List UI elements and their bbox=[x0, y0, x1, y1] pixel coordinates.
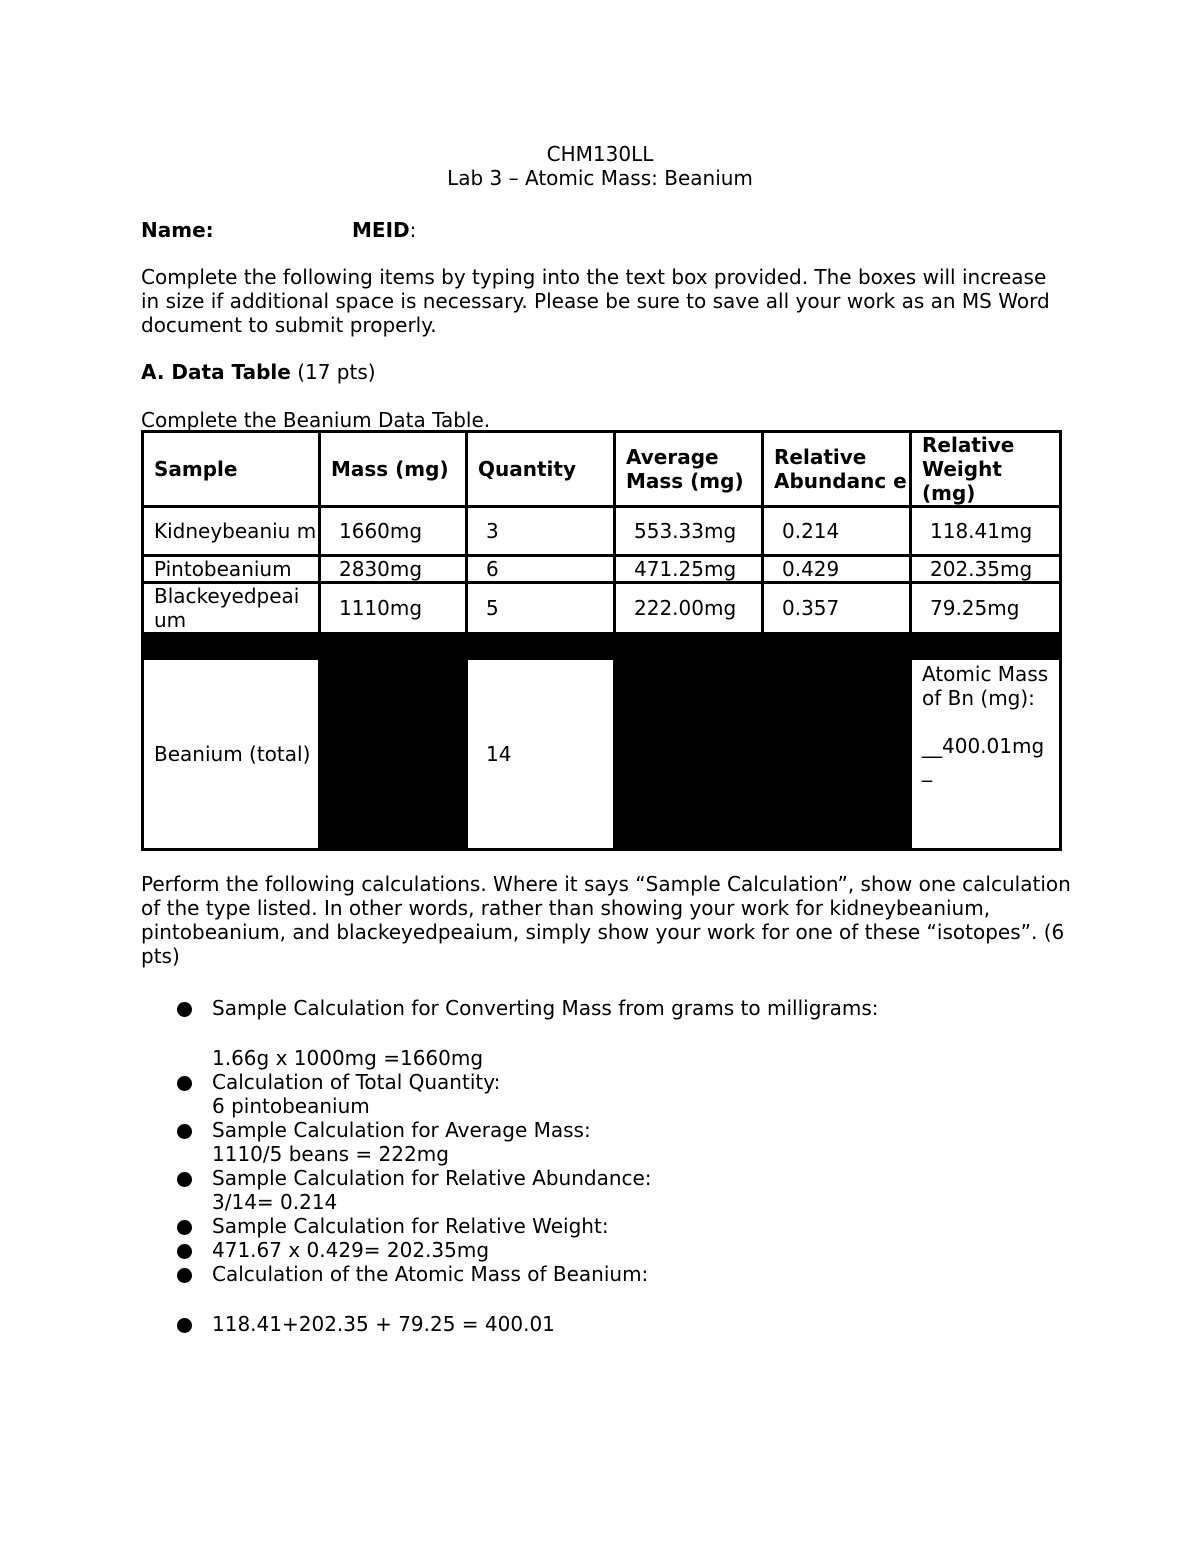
bullet-answer[interactable]: 3/14= 0.214 bbox=[212, 1190, 338, 1214]
bullet-answer[interactable]: 1110/5 beans = 222mg bbox=[212, 1142, 449, 1166]
cell-quantity[interactable]: 3 bbox=[467, 507, 615, 556]
bullet-title: Sample Calculation for Converting Mass from grams to milligrams: bbox=[212, 996, 879, 1020]
bullet-answer[interactable]: 6 pintobeanium bbox=[212, 1094, 370, 1118]
cell-sample[interactable]: Kidneybeaniu m bbox=[143, 507, 320, 556]
header-relative-abundance: Relative Abundanc e bbox=[763, 432, 911, 507]
section-a-title: A. Data Table bbox=[141, 360, 291, 384]
atomic-mass-label: Atomic Mass of Bn (mg): bbox=[922, 662, 1049, 710]
separator-bar bbox=[143, 634, 1061, 659]
bullet-answer[interactable]: 118.41+202.35 + 79.25 = 400.01 bbox=[212, 1312, 555, 1336]
cell-total-quantity[interactable]: 14 bbox=[467, 659, 615, 850]
list-item bbox=[141, 1214, 1041, 1238]
calculation-list bbox=[141, 996, 1041, 1336]
cell-average-mass[interactable]: 222.00mg bbox=[615, 583, 763, 634]
bullet-title: Sample Calculation for Average Mass: bbox=[212, 1118, 591, 1142]
meid-colon: : bbox=[409, 218, 417, 242]
cell-relative-weight[interactable]: 79.25mg bbox=[911, 583, 1061, 634]
table-row bbox=[143, 556, 1061, 583]
separator-row bbox=[143, 634, 1061, 659]
bullet-answer[interactable]: 1.66g x 1000mg =1660mg bbox=[212, 1046, 484, 1070]
cell-sample[interactable]: Pintobeanium bbox=[143, 556, 320, 583]
bullet-title: Calculation of Total Quantity: bbox=[212, 1070, 501, 1094]
table-row bbox=[143, 507, 1061, 556]
cell-relative-weight[interactable]: 118.41mg bbox=[911, 507, 1061, 556]
blocked-cell bbox=[615, 659, 763, 850]
list-item bbox=[141, 1262, 1041, 1286]
instructions-paragraph: Complete the following items by typing into the text box provided. The boxes will increase in size if additional space is necessary. Please be sure to save all your work as an MS Word document to submit properly. bbox=[141, 265, 1050, 337]
atomic-mass-value: __400.01mg _ bbox=[922, 734, 1045, 782]
course-code: CHM130LL bbox=[546, 142, 654, 166]
cell-mass[interactable]: 1660mg bbox=[320, 507, 467, 556]
table-row bbox=[143, 583, 1061, 634]
cell-relative-abundance[interactable]: 0.429 bbox=[763, 556, 911, 583]
table-caption: Complete the Beanium Data Table. bbox=[141, 408, 491, 432]
bullet-icon bbox=[177, 1124, 192, 1139]
cell-atomic-mass[interactable] bbox=[911, 659, 1061, 850]
list-item bbox=[141, 1238, 1041, 1262]
lab-title: Lab 3 – Atomic Mass: Beanium bbox=[447, 166, 753, 190]
list-item bbox=[141, 1312, 1041, 1336]
bullet-title: Sample Calculation for Relative Abundance: bbox=[212, 1166, 652, 1190]
header-average-mass: Average Mass (mg) bbox=[615, 432, 763, 507]
bullet-title: Calculation of the Atomic Mass of Beanium: bbox=[212, 1262, 649, 1286]
cell-quantity[interactable]: 6 bbox=[467, 556, 615, 583]
cell-average-mass[interactable]: 553.33mg bbox=[615, 507, 763, 556]
meid-label-text: MEID bbox=[352, 218, 410, 242]
cell-mass[interactable]: 1110mg bbox=[320, 583, 467, 634]
cell-relative-weight[interactable]: 202.35mg bbox=[911, 556, 1061, 583]
header-relative-weight: Relative Weight (mg) bbox=[911, 432, 1061, 507]
cell-relative-abundance[interactable]: 0.214 bbox=[763, 507, 911, 556]
bullet-icon bbox=[177, 1076, 192, 1091]
cell-quantity[interactable]: 5 bbox=[467, 583, 615, 634]
total-row bbox=[143, 659, 1061, 850]
list-item bbox=[141, 996, 1041, 1070]
beanium-data-table bbox=[141, 430, 1062, 851]
name-label: Name: bbox=[141, 218, 214, 242]
bullet-answer[interactable]: 471.67 x 0.429= 202.35mg bbox=[212, 1238, 490, 1262]
cell-average-mass[interactable]: 471.25mg bbox=[615, 556, 763, 583]
list-item bbox=[141, 1118, 1041, 1166]
bullet-icon bbox=[177, 1002, 192, 1017]
cell-sample[interactable]: Blackeyedpeai um bbox=[143, 583, 320, 634]
bullet-icon bbox=[177, 1268, 192, 1283]
cell-total-sample: Beanium (total) bbox=[143, 659, 320, 850]
meid-label bbox=[352, 218, 416, 242]
bullet-title: Sample Calculation for Relative Weight: bbox=[212, 1214, 609, 1238]
bullet-icon bbox=[177, 1244, 192, 1259]
section-a-heading bbox=[141, 360, 376, 384]
header-mass: Mass (mg) bbox=[320, 432, 467, 507]
blocked-cell bbox=[763, 659, 911, 850]
header-sample: Sample bbox=[143, 432, 320, 507]
table-header-row bbox=[143, 432, 1061, 507]
cell-mass[interactable]: 2830mg bbox=[320, 556, 467, 583]
bullet-icon bbox=[177, 1172, 192, 1187]
cell-relative-abundance[interactable]: 0.357 bbox=[763, 583, 911, 634]
header-quantity: Quantity bbox=[467, 432, 615, 507]
section-a-points: (17 pts) bbox=[297, 360, 376, 384]
list-item bbox=[141, 1070, 1041, 1118]
blocked-cell bbox=[320, 659, 467, 850]
bullet-icon bbox=[177, 1318, 192, 1333]
bullet-icon bbox=[177, 1220, 192, 1235]
list-item bbox=[141, 1166, 1041, 1214]
calculations-instructions: Perform the following calculations. Where it says “Sample Calculation”, show one calculation of the type listed. In other words, rather than showing your work for kidneybeanium, pintobeanium, and blackeyedpeaium, simply show your work for one of these “isotopes”. (6 pts) bbox=[141, 872, 1071, 968]
